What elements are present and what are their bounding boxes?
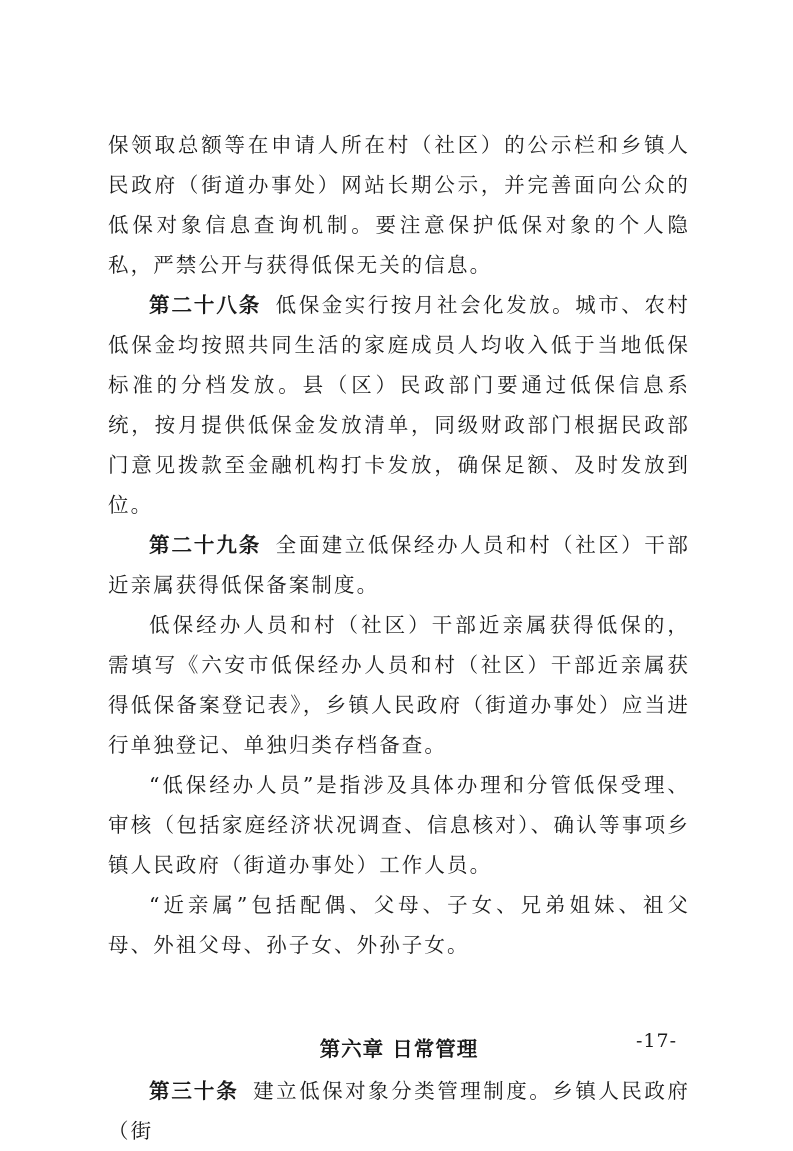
paragraph-text: 建立低保对象分类管理制度。乡镇人民政府（街 <box>108 1079 690 1143</box>
article-number: 第三十条 <box>149 1079 239 1103</box>
article-29 <box>108 525 690 605</box>
paragraph-definition-staff <box>108 765 690 885</box>
paragraph-text: 低保金实行按月社会化发放。城市、农村低保金均按照共同生活的家庭成员人均收入低于当地低保标准的分档发放。县（区）民政部门要通过低保信息系统，按月提供低保金发放清单，同级财政部门根据民政部门意见拨款至金融机构打卡发放，确保足额、及时发放到位。 <box>108 293 690 517</box>
page-number: -17- <box>636 1030 678 1052</box>
body-text <box>108 125 690 1151</box>
paragraph-text: 保领取总额等在申请人所在村（社区）的公示栏和乡镇人民政府（街道办事处）网站长期公示，并完善面向公众的低保对象信息查询机制。要注意保护低保对象的个人隐私，严禁公开与获得低保无关的信息。 <box>108 133 690 277</box>
paragraph-continuation <box>108 125 690 285</box>
article-number: 第二十八条 <box>149 293 262 317</box>
paragraph-text: “低保经办人员”是指涉及具体办理和分管低保受理、审核（包括家庭经济状况调查、信息核对）、确认等事项乡镇人民政府（街道办事处）工作人员。 <box>108 773 690 877</box>
article-number: 第二十九条 <box>149 533 262 557</box>
paragraph-text: 全面建立低保经办人员和村（社区）干部近亲属获得低保备案制度。 <box>108 533 690 597</box>
chapter-title: 第六章 日常管理 <box>319 1037 479 1061</box>
paragraph-text: “近亲属”包括配偶、父母、子女、兄弟姐妹、祖父母、外祖父母、孙子女、外孙子女。 <box>108 893 690 957</box>
article-30 <box>108 1071 690 1151</box>
paragraph-text: 低保经办人员和村（社区）干部近亲属获得低保的，需填写《六安市低保经办人员和村（社区）干部近亲属获得低保备案登记表》，乡镇人民政府（街道办事处）应当进行单独登记、单独归类存档备查。 <box>108 613 690 757</box>
article-28 <box>108 285 690 525</box>
paragraph-definition-relatives <box>108 885 690 965</box>
paragraph <box>108 605 690 765</box>
